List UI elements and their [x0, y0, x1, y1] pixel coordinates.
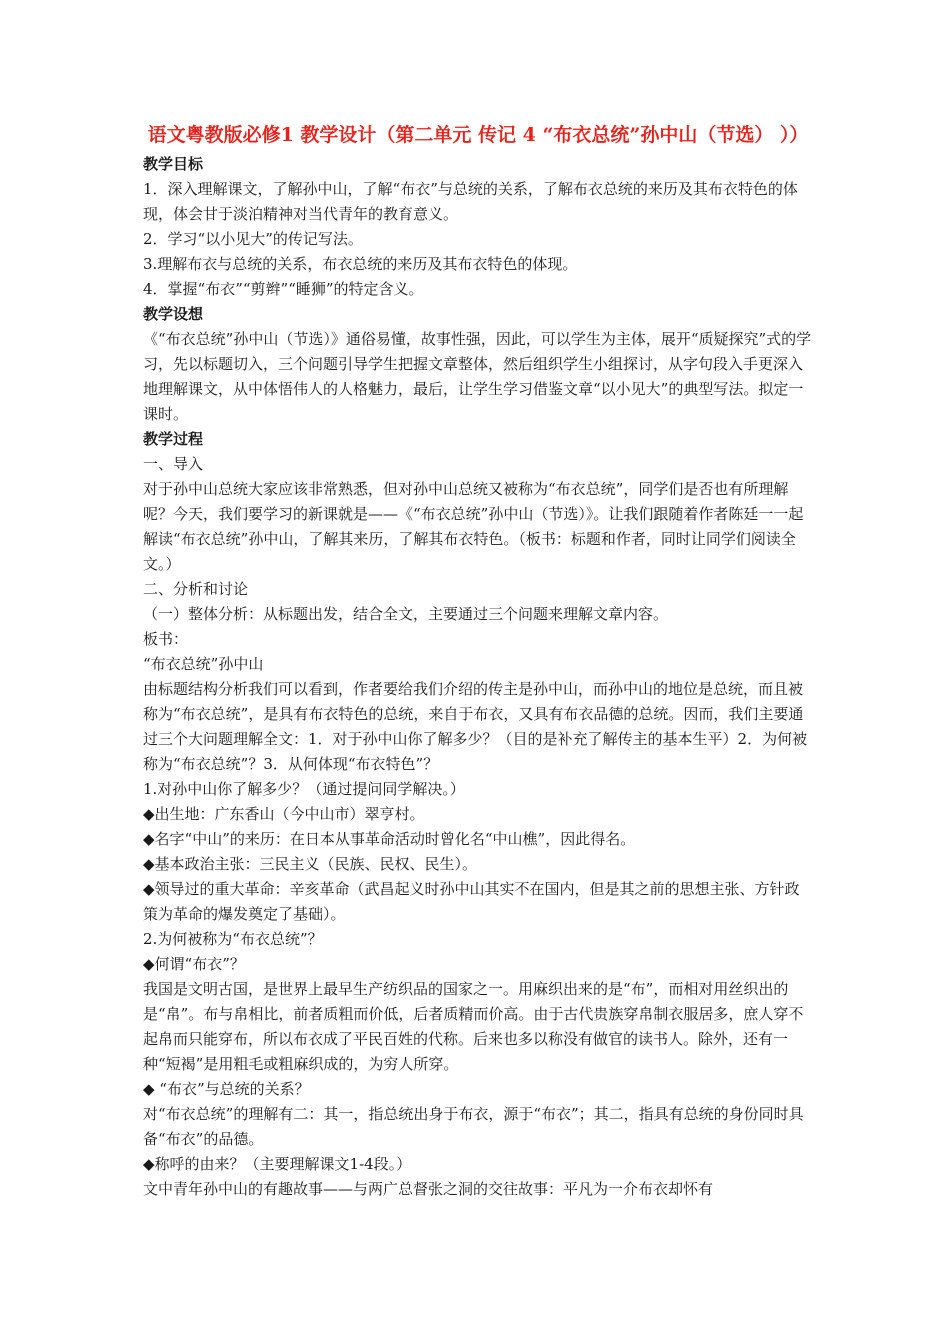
paragraph: 3.理解布衣与总统的关系，布衣总统的来历及其布衣特色的体现。	[143, 255, 578, 273]
paragraph: ◆领导过的重大革命：辛亥革命（武昌起义时孙中山其实不在国内，但是其之前的思想主张、方针政策为革命的爆发奠定了基础）。	[143, 880, 800, 923]
paragraph: “布衣总统”孙中山	[143, 655, 264, 673]
section-objectives	[143, 152, 813, 302]
section-process	[143, 427, 813, 1202]
paragraph: 由标题结构分析我们可以看到，作者要给我们介绍的传主是孙中山，而孙中山的地位是总统，而且被称为“布衣总统”，是具有布衣特色的总统，来自于布衣，又具有布衣品德的总统。因而，我们主要通过三个大问题理解全文：1．对于孙中山你了解多少？（目的是补充了解传主的基本生平）2．为何被称为“布衣总统”？3．从何体现“布衣特色”？	[143, 680, 808, 773]
paragraph: 板书：	[143, 630, 189, 648]
section-heading: 教学设想	[143, 305, 204, 323]
section-heading: 教学目标	[143, 155, 204, 173]
section-heading: 教学过程	[143, 430, 204, 448]
section-concept	[143, 302, 813, 427]
paragraph: ◆ “布衣”与总统的关系？	[143, 1080, 310, 1098]
paragraph: 对“布衣总统”的理解有二：其一，指总统出身于布衣，源于“布衣”；其二，指具有总统的身份同时具备“布衣”的品德。	[143, 1105, 804, 1148]
paragraph: 1.对孙中山你了解多少？（通过提问同学解决。）	[143, 780, 465, 798]
paragraph: ◆出生地：广东香山（今中山市）翠亨村。	[143, 805, 425, 823]
paragraph: 《“布衣总统”孙中山（节选）》通俗易懂，故事性强，因此，可以学生为主体，展开“质疑探究”式的学习，先以标题切入，三个问题引导学生把握文章整体，然后组织学生小组探讨，从字句段入手更深入地理解课文，从中体悟伟人的人格魅力，最后，让学生学习借鉴文章“以小见大”的典型写法。拟定一课时。	[143, 330, 812, 423]
paragraph: 2.为何被称为“布衣总统”？	[143, 930, 323, 948]
paragraph: （一）整体分析：从标题出发，结合全文，主要通过三个问题来理解文章内容。	[143, 605, 669, 623]
paragraph: 文中青年孙中山的有趣故事——与两广总督张之洞的交往故事：平凡为一介布衣却怀有	[143, 1180, 714, 1198]
paragraph: 二、分析和讨论	[143, 580, 249, 598]
paragraph: 我国是文明古国，是世界上最早生产纺织品的国家之一。用麻织出来的是“布”，而相对用丝织出的是“帛”。布与帛相比，前者质粗而价低，后者质精而价高。由于古代贵族穿帛制衣服居多，庶人穿不起帛而只能穿布，所以布衣成了平民百姓的代称。后来也多以称没有做官的读书人。除外，还有一种“短褐”是用粗毛或粗麻织成的，为穷人所穿。	[143, 980, 804, 1073]
paragraph: 1．深入理解课文，了解孙中山，了解“布衣”与总统的关系，了解布衣总统的来历及其布衣特色的体现，体会甘于淡泊精神对当代青年的教育意义。	[143, 180, 798, 223]
document-page	[143, 122, 813, 1202]
paragraph: ◆何谓“布衣”？	[143, 955, 245, 973]
paragraph: ◆基本政治主张：三民主义（民族、民权、民生）。	[143, 855, 478, 873]
document-title: 语文粤教版必修1 教学设计（第二单元 传记 4 “布衣总统”孙中山（节选） ））	[147, 124, 809, 146]
paragraph: 对于孙中山总统大家应该非常熟悉，但对孙中山总统又被称为“布衣总统”，同学们是否也有所理解呢？今天，我们要学习的新课就是——《“布衣总统”孙中山（节选）》。让我们跟随着作者陈廷一一起解读“布衣总统”孙中山，了解其来历，了解其布衣特色。（板书：标题和作者，同时让同学们阅读全文。）	[143, 480, 804, 573]
paragraph: ◆名字“中山”的来历：在日本从事革命活动时曾化名“中山樵”，因此得名。	[143, 830, 636, 848]
paragraph: 4．掌握“布衣”“剪辫”“睡狮”的特定含义。	[143, 280, 424, 298]
paragraph: ◆称呼的由来？（主要理解课文1-4段。）	[143, 1155, 412, 1173]
paragraph: 2．学习“以小见大”的传记写法。	[143, 230, 363, 248]
paragraph: 一、导入	[143, 455, 204, 473]
